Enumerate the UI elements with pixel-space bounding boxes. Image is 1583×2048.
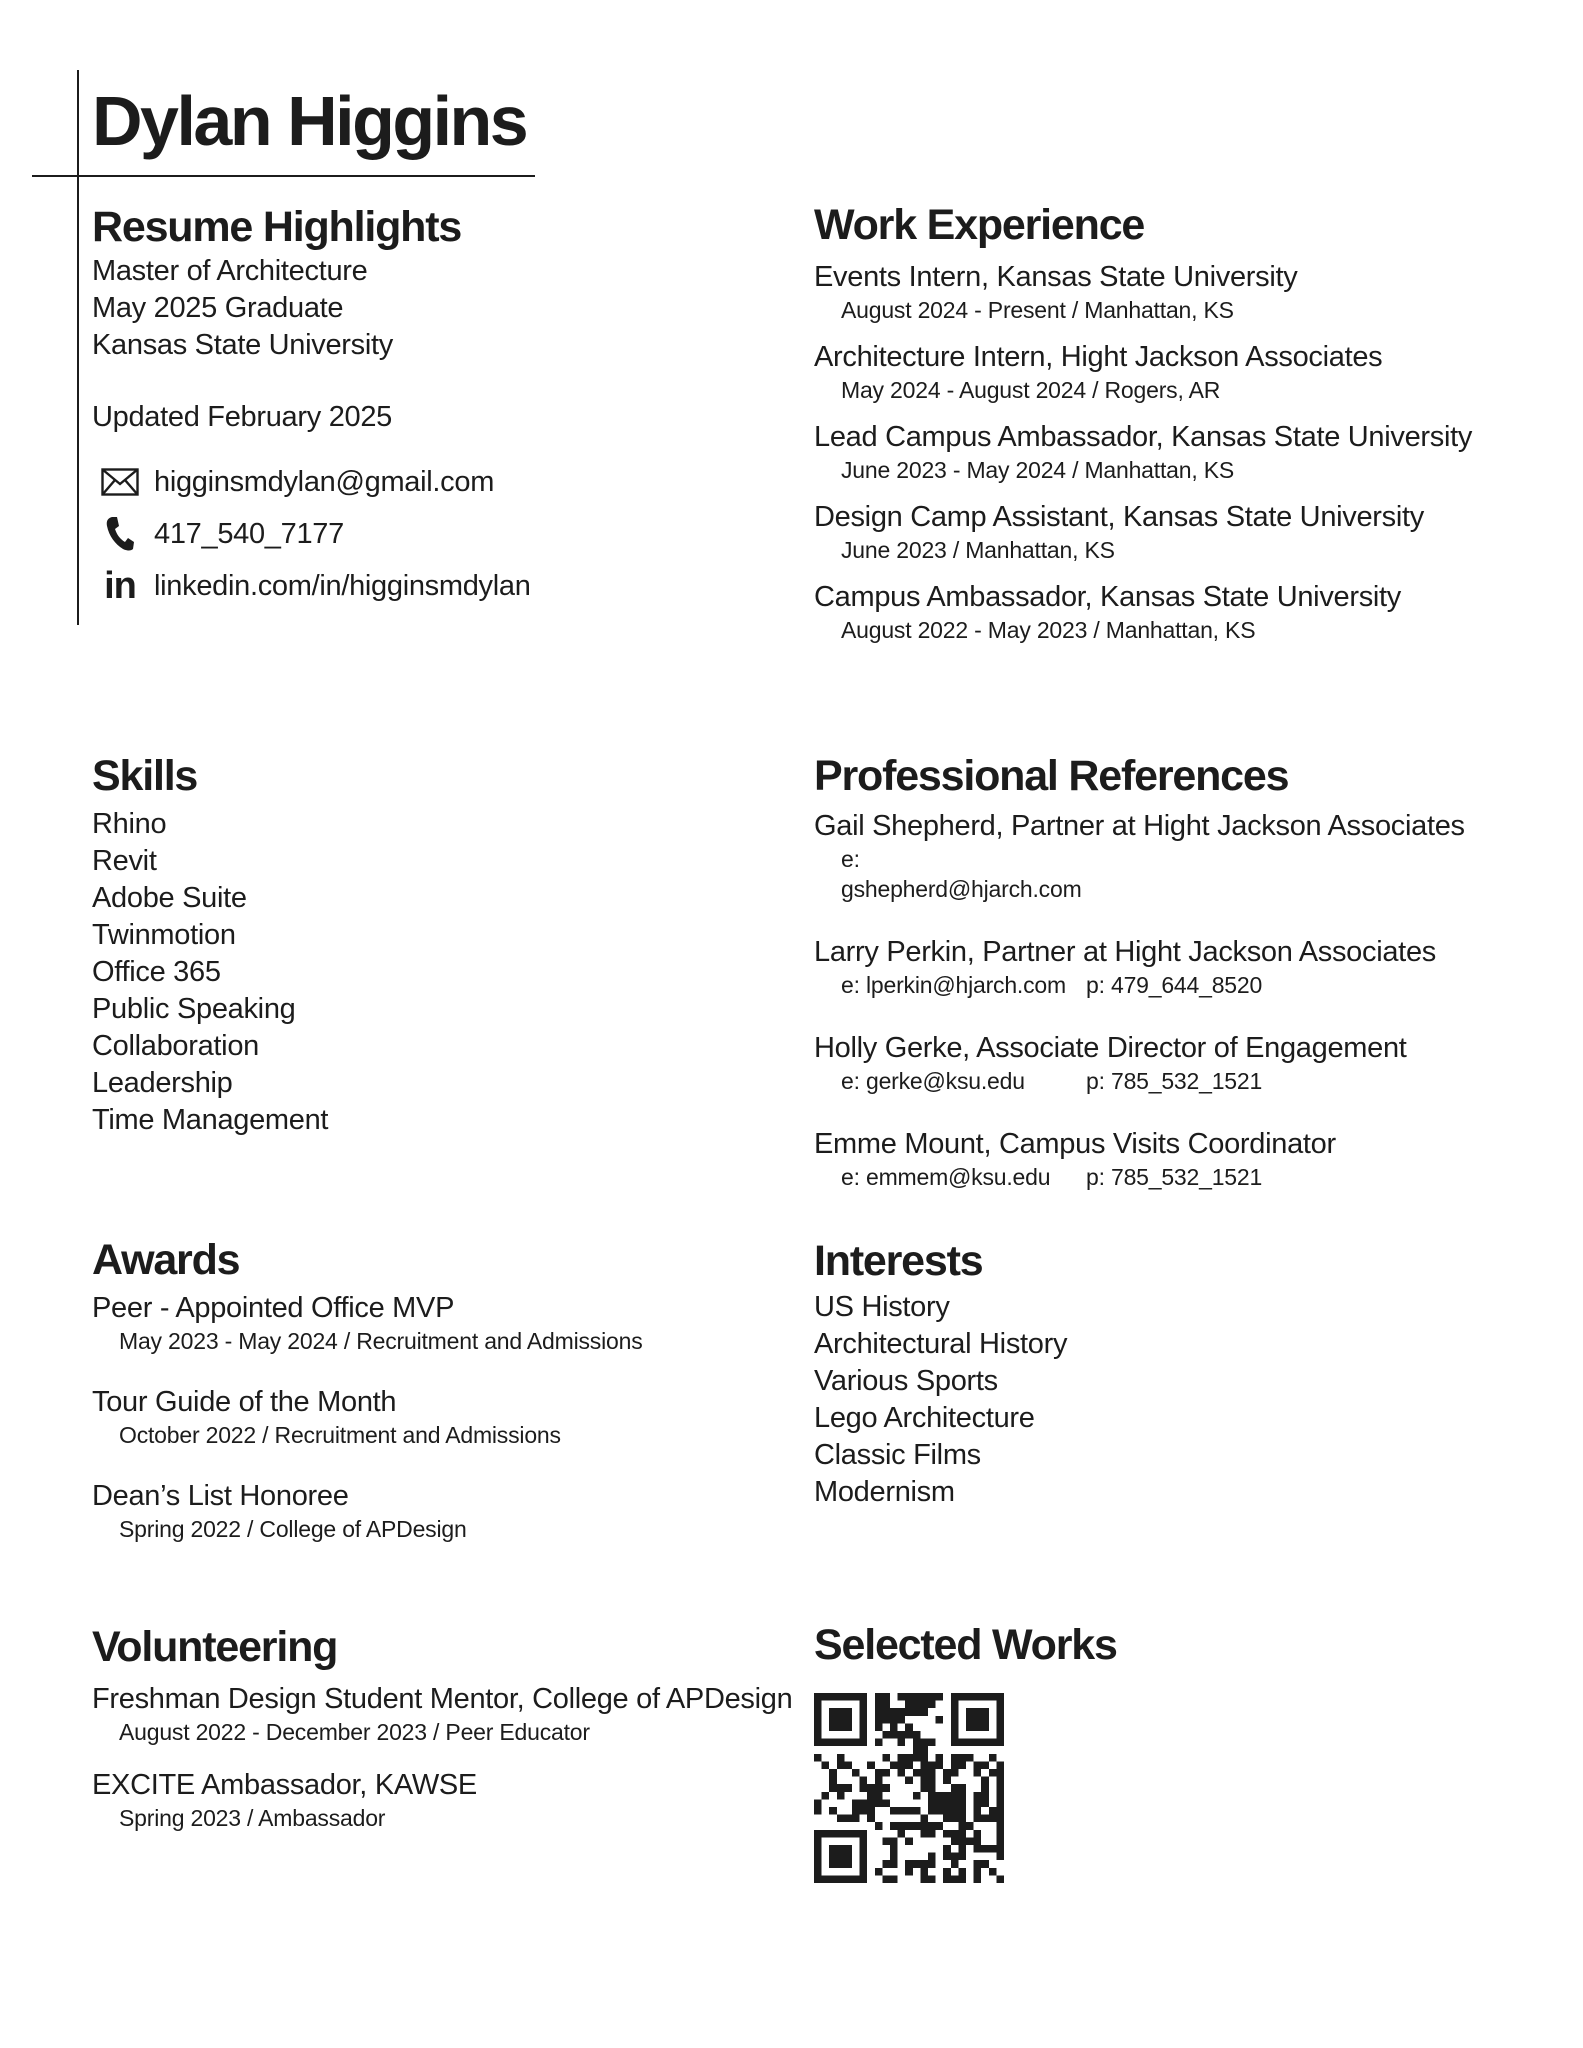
horizontal-rule <box>32 175 535 177</box>
work-item-title: Lead Campus Ambassador, Kansas State University <box>814 421 1473 454</box>
reference-contact <box>814 1066 1465 1096</box>
work-item-detail: June 2023 / Manhattan, KS <box>841 537 1115 564</box>
skill-item: Leadership <box>92 1067 233 1100</box>
references-section <box>814 753 1465 1192</box>
highlight-line: Kansas State University <box>92 329 393 362</box>
vertical-rule <box>77 70 79 625</box>
awards-section <box>92 1237 643 1544</box>
highlight-line: Master of Architecture <box>92 255 368 288</box>
contact-list <box>92 456 531 612</box>
phone-text: 417_540_7177 <box>154 517 344 550</box>
section-title: Awards <box>92 1236 240 1284</box>
award-detail: Spring 2022 / College of APDesign <box>119 1516 467 1543</box>
updated-date: Updated February 2025 <box>92 401 393 434</box>
award-title: Peer - Appointed Office MVP <box>92 1292 455 1325</box>
reference-name: Gail Shepherd, Partner at Hight Jackson Associates <box>814 810 1465 843</box>
skill-item: Public Speaking <box>92 993 296 1026</box>
work-item <box>814 259 1472 325</box>
volunteer-item <box>92 1767 792 1833</box>
work-item <box>814 339 1472 405</box>
work-item-detail: August 2024 - Present / Manhattan, KS <box>841 297 1234 324</box>
skill-item: Revit <box>92 845 157 878</box>
reference-item <box>814 808 1465 904</box>
reference-email: e: gerke@ksu.edu <box>841 1068 1025 1095</box>
interest-item: Architectural History <box>814 1328 1068 1361</box>
volunteer-item <box>92 1681 792 1747</box>
work-item <box>814 419 1472 485</box>
work-item-title: Campus Ambassador, Kansas State University <box>814 581 1402 614</box>
linkedin-icon <box>98 566 142 606</box>
work-item-detail: June 2023 - May 2024 / Manhattan, KS <box>841 457 1234 484</box>
reference-item <box>814 1030 1465 1096</box>
section-title: Work Experience <box>814 201 1145 249</box>
work-item <box>814 499 1472 565</box>
selected-works-section <box>814 1622 1117 1888</box>
reference-name: Holly Gerke, Associate Director of Engagement <box>814 1032 1407 1065</box>
work-item <box>814 579 1472 645</box>
volunteer-title: EXCITE Ambassador, KAWSE <box>92 1769 477 1802</box>
section-title: Skills <box>92 752 198 800</box>
email-text: higginsmdylan@gmail.com <box>154 465 495 498</box>
section-title: Interests <box>814 1237 983 1285</box>
reference-email: e: gshepherd@hjarch.com <box>841 846 1082 903</box>
reference-contact <box>814 970 1465 1000</box>
highlight-line: May 2025 Graduate <box>92 292 344 325</box>
resume-name: Dylan Higgins <box>92 82 527 160</box>
section-title: Selected Works <box>814 1621 1117 1669</box>
reference-item <box>814 1126 1465 1192</box>
reference-phone: p: 479_644_8520 <box>1086 972 1263 999</box>
work-item-detail: August 2022 - May 2023 / Manhattan, KS <box>841 617 1256 644</box>
reference-phone: p: 785_532_1521 <box>1086 1164 1263 1191</box>
award-item <box>92 1384 643 1450</box>
envelope-icon <box>98 462 142 502</box>
skills-section <box>92 753 328 1139</box>
interest-item: Modernism <box>814 1476 955 1509</box>
skill-item: Rhino <box>92 808 167 841</box>
award-title: Tour Guide of the Month <box>92 1386 397 1419</box>
reference-name: Larry Perkin, Partner at Hight Jackson Associates <box>814 936 1436 969</box>
skill-item: Time Management <box>92 1104 329 1137</box>
volunteer-title: Freshman Design Student Mentor, College of APDesign <box>92 1683 793 1716</box>
phone-icon <box>98 514 142 554</box>
linkedin-text: linkedin.com/in/higginsmdylan <box>154 569 531 602</box>
skill-item: Adobe Suite <box>92 882 247 915</box>
volunteer-detail: August 2022 - December 2023 / Peer Educator <box>119 1719 590 1746</box>
award-detail: October 2022 / Recruitment and Admissions <box>119 1422 561 1449</box>
work-item-title: Architecture Intern, Hight Jackson Associates <box>814 341 1383 374</box>
contact-email[interactable] <box>92 456 531 508</box>
award-item <box>92 1478 643 1544</box>
reference-email: e: lperkin@hjarch.com <box>841 972 1066 999</box>
reference-email: e: emmem@ksu.edu <box>841 1164 1051 1191</box>
work-item-title: Design Camp Assistant, Kansas State University <box>814 501 1424 534</box>
work-item-detail: May 2024 - August 2024 / Rogers, AR <box>841 377 1221 404</box>
interest-item: Classic Films <box>814 1439 981 1472</box>
interest-item: Lego Architecture <box>814 1402 1035 1435</box>
qr-code-icon[interactable] <box>814 1693 1004 1883</box>
section-title: Professional References <box>814 752 1289 800</box>
resume-highlights-section <box>92 204 531 612</box>
reference-item <box>814 934 1465 1000</box>
reference-contact <box>814 844 1465 904</box>
reference-contact <box>814 1162 1465 1192</box>
interest-item: US History <box>814 1291 950 1324</box>
linkedin-glyph: in <box>104 565 136 608</box>
contact-phone[interactable] <box>92 508 531 560</box>
interests-section <box>814 1238 1067 1511</box>
volunteering-section <box>92 1624 792 1833</box>
interest-item: Various Sports <box>814 1365 998 1398</box>
award-item <box>92 1290 643 1356</box>
work-item-title: Events Intern, Kansas State University <box>814 261 1298 294</box>
skill-item: Office 365 <box>92 956 221 989</box>
work-experience-section <box>814 202 1472 645</box>
skill-item: Collaboration <box>92 1030 259 1063</box>
contact-linkedin[interactable] <box>92 560 531 612</box>
section-title: Resume Highlights <box>92 203 462 251</box>
award-title: Dean’s List Honoree <box>92 1480 349 1513</box>
section-title: Volunteering <box>92 1623 338 1671</box>
volunteer-detail: Spring 2023 / Ambassador <box>119 1805 386 1832</box>
award-detail: May 2023 - May 2024 / Recruitment and Admissions <box>119 1328 643 1355</box>
reference-name: Emme Mount, Campus Visits Coordinator <box>814 1128 1336 1161</box>
skill-item: Twinmotion <box>92 919 236 952</box>
reference-phone: p: 785_532_1521 <box>1086 1068 1263 1095</box>
